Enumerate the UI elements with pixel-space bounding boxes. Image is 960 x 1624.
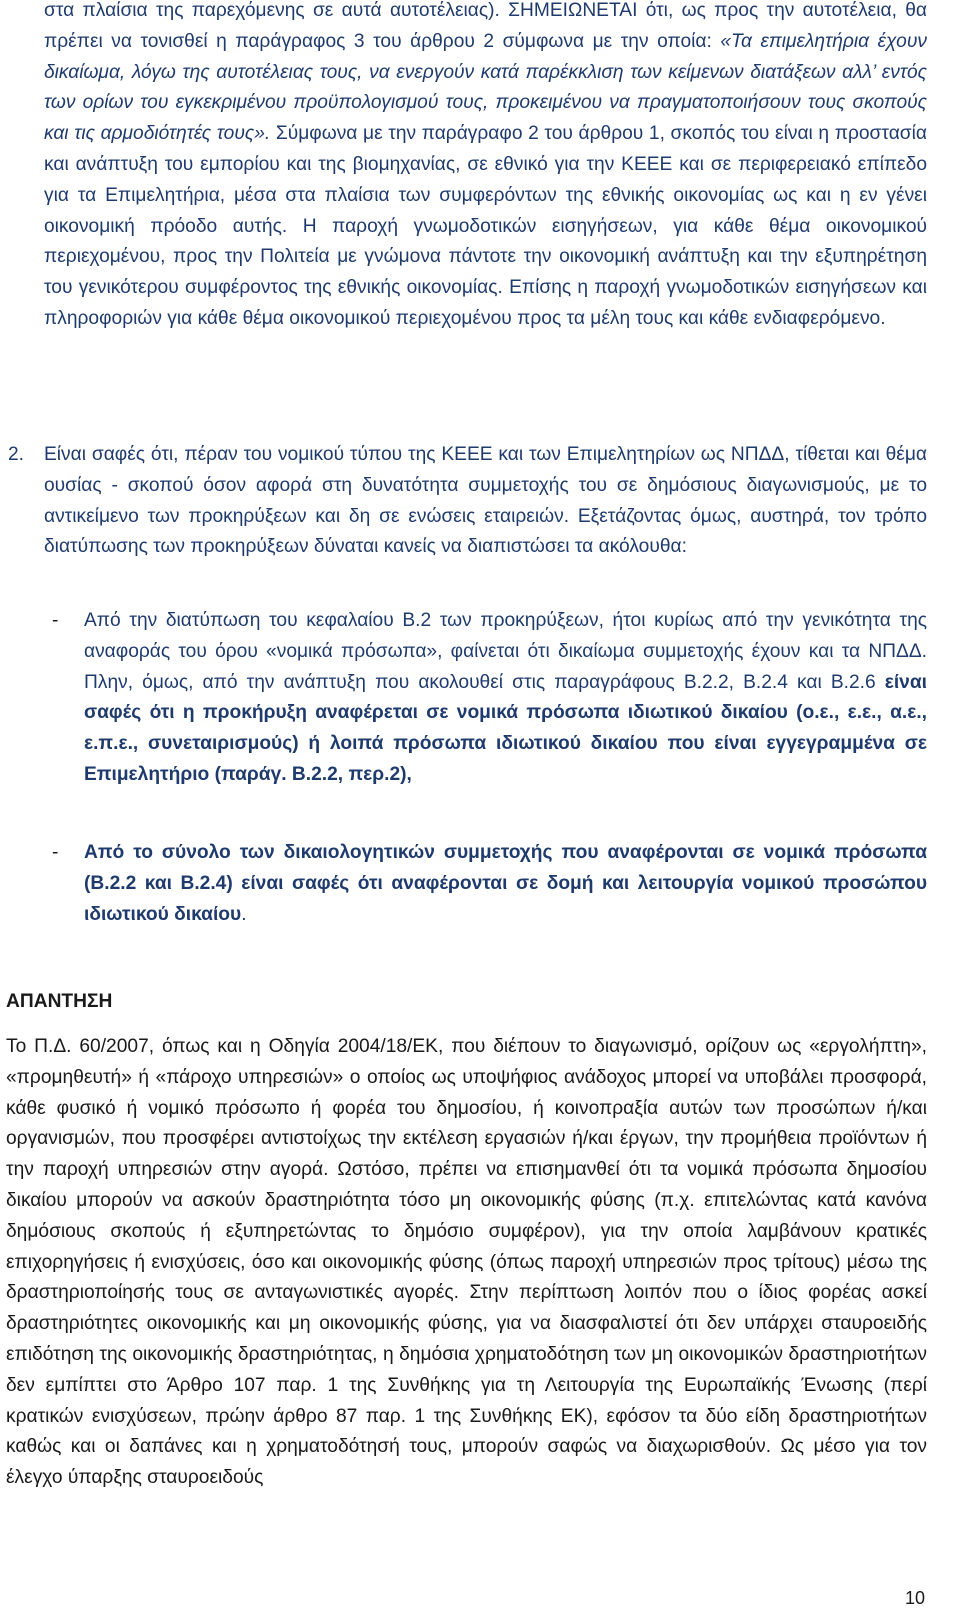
page-number: 10 <box>904 1588 925 1608</box>
top-paragraph-part1: στα πλαίσια της παρεχόμενης σε αυτά αυτοτέλειας). ΣΗΜΕΙΩΝΕΤΑΙ ότι, ως προς την αυτοτέλεια, θα πρέπει να τονισθεί η παράγραφος 3 του άρθρου 2 σύμφωνα με την οποία: <box>44 0 927 52</box>
bullet-1-bold: είναι σαφές ότι η προκήρυξη αναφέρεται σε νομικά πρόσωπα ιδιωτικού δικαίου (ο.ε., ε.ε., α.ε., ε.π.ε., συνεταιρισμούς) ή λοιπά πρόσωπα ιδιωτικού δικαίου που είναι εγγεγραμμένα σε Επιμελητήριο (παράγ. Β.2.2, περ.2), <box>84 671 927 785</box>
bullet-2-dash: - <box>52 842 59 863</box>
item-2-text: Είναι σαφές ότι, πέραν του νομικού τύπου της ΚΕΕΕ και των Επιμελητηρίων ως ΝΠΔΔ, τίθεται και θέμα ουσίας - σκοπού όσον αφορά στη δυνατότητα συμμετοχής του σε δημόσιους διαγωνισμούς, με το αντικείμενο των προκηρύξεων και δη σε ενώσεις εταιρειών. Εξετάζοντας όμως, αυστηρά, τον τρόπο διατύπωσης των προκηρύξεων δύναται κανείς να διαπιστώσει τα ακόλουθα: <box>44 444 927 558</box>
bullet-1 <box>84 606 927 791</box>
bullet-1-normal: Από την διατύπωση του κεφαλαίου Β.2 των προκηρύξεων, ήτοι κυρίως από την γενικότητα της αναφοράς του όρου «νομικά πρόσωπα», φαίνεται ότι δικαίωμα συμμετοχής έχουν και τα ΝΠΔΔ. Πλην, όμως, από την ανάπτυξη που ακολουθεί στις παραγράφους Β.2.2, Β.2.4 και Β.2.6 <box>84 610 927 693</box>
top-paragraph-part2: Σύμφωνα με την παράγραφο 2 του άρθρου 1, σκοπός του είναι η προστασία και ανάπτυξη του εμπορίου και της βιομηχανίας, σε εθνικό για την ΚΕΕΕ και σε περιφερειακό επίπεδο για τα Επιμελητήρια, μέσα στα πλαίσια των συμφερόντων της εθνικής οικονομίας ως και η εν γένει οικονομική πρόοδο αυτής. Η παροχή γνωμοδοτικών εισηγήσεων, για κάθε θέμα οικονομικού περιεχομένου, προς την Πολιτεία με γνώμονα πάντοτε την οικονομική ανάπτυξη και την εξυπηρέτηση του γενικότερου συμφέροντος της εθνικής οικονομίας. Επίσης η παροχή γνωμοδοτικών εισηγήσεων και πληροφοριών για κάθε θέμα οικονομικού περιεχομένου προς τα μέλη τους και κάθε ενδιαφερόμενο. <box>44 123 927 329</box>
item-2-number: 2. <box>8 444 25 465</box>
bullet-1-dash: - <box>52 610 59 631</box>
bullet-2-bold: Από το σύνολο των δικαιολογητικών συμμετοχής που αναφέρονται σε νομικά πρόσωπα (Β.2.2 και Β.2.4) είναι σαφές ότι αναφέρονται σε δομή και λειτουργία νομικού προσώπου ιδιωτικού δικαίου <box>84 842 927 925</box>
answer-paragraph: Το Π.Δ. 60/2007, όπως και η Οδηγία 2004/18/ΕΚ, που διέπουν το διαγωνισμό, ορίζουν ως «εργολήπτη», «προμηθευτή» ή «πάροχο υπηρεσιών» ο οποίος ως υποψήφιος ανάδοχος μπορεί να υποβάλει προσφορά, κάθε φυσικό ή νομικό πρόσωπο ή φορέα του δημοσίου, ή κοινοπραξία αυτών των προσώπων ή/και οργανισμών, που προσφέρει αντιστοίχως την εκτέλεση εργασιών ή/και έργων, την προμήθεια προϊόντων ή την παροχή υπηρεσιών στην αγορά. Ωστόσο, πρέπει να επισημανθεί ότι τα νομικά πρόσωπα δημοσίου δικαίου μπορούν να ασκούν δραστηριότητα τόσο μη οικονομικής φύσης (π.χ. επιτελώντας κατά κανόνα δημόσιους σκοπούς ή εξυπηρετώντας το δημόσιο συμφέρον), για την οποία λαμβάνουν κρατικές επιχορηγήσεις ή ενισχύσεις, όσο και οικονομικής φύσης (όπως παροχή υπηρεσιών προς τρίτους) μέσω της δραστηριοποίησής τους σε ανταγωνιστικές αγορές. Στην περίπτωση λοιπόν που ο ίδιος φορέας ασκεί δραστηριότητες οικονομικής και μη οικονομικής φύσης, για να διασφαλιστεί ότι δεν υπάρχει σταυροειδής επιδότηση της οικονομικής δραστηριότητας, η δημόσια χρηματοδότηση των μη οικονομικών δραστηριοτήτων δεν εμπίπτει στο Άρθρο 107 παρ. 1 της Συνθήκης για τη Λειτουργία της Ευρωπαϊκής Ένωσης (περί κρατικών ενισχύσεων, πρώην άρθρο 87 παρ. 1 της Συνθήκης ΕΚ), εφόσον τα δύο είδη δραστηριοτήτων καθώς και οι δαπάνες και η χρηματοδότησή τους, μπορούν σαφώς να διαχωρισθούν. Ως μέσο για τον έλεγχο ύπαρξης σταυροειδούς <box>6 1036 927 1489</box>
bullet-2 <box>84 838 927 930</box>
answer-heading: ΑΠΑΝΤΗΣΗ <box>6 991 113 1012</box>
top-paragraph <box>44 0 927 335</box>
top-paragraph-quote: «Τα επιμελητήρια έχουν δικαίωμα, λόγω της αυτοτέλειας τους, να ενεργούν κατά παρέκκλιση των κείμενων διατάξεων αλλ’ εντός των ορίων του εγκεκριμένου προϋπολογισμού τους, προκειμένου να πραγματοποιήσουν τους σκοπούς και τις αρμοδιότητές τους». <box>44 30 927 145</box>
bullet-2-end: . <box>241 903 247 925</box>
